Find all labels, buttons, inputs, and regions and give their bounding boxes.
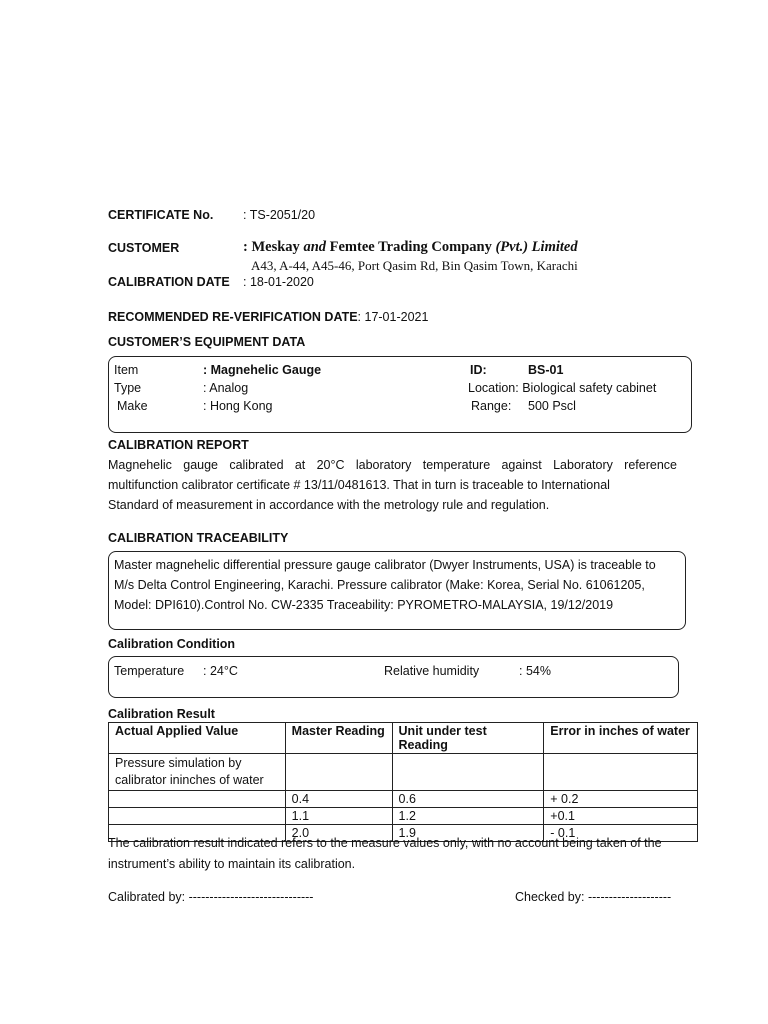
reverification-date [108, 310, 428, 324]
calibrated-by: Calibrated by: ------------------------------ [108, 890, 314, 904]
col-header-master: Master Reading [285, 723, 392, 754]
traceability-line3: Model: DPI610).Control No. CW-2335 Traceability: PYROMETRO-MALAYSIA, 19/12/2019 [114, 598, 614, 612]
customer-label: CUSTOMER [108, 241, 180, 255]
calibration-date-label: CALIBRATION DATE [108, 275, 230, 289]
make-label: Make [117, 399, 148, 413]
table-cell [109, 791, 286, 808]
table-cell: + 0.2 [544, 791, 698, 808]
table-cell: +0.1 [544, 808, 698, 825]
report-text [108, 455, 677, 515]
traceability-line2: M/s Delta Control Engineering, Karachi. Pressure calibrator (Make: Korea, Serial No. 61061205, [114, 578, 645, 592]
id-label: ID: [470, 363, 487, 377]
table-cell: 0.4 [285, 791, 392, 808]
customer-name [243, 239, 578, 256]
certificate-label: CERTIFICATE No. [108, 208, 214, 222]
item-label: Item [114, 363, 139, 377]
temperature-value: : 24°C [203, 664, 238, 678]
pressure-simulation-cell: Pressure simulation by calibrator ininches of water [109, 754, 286, 791]
humidity-value: : 54% [519, 664, 551, 678]
customer-colon: : [243, 239, 252, 255]
range-label: Range: [471, 399, 512, 413]
customer-name-part1: Meskay [251, 239, 304, 255]
reverification-label: RECOMMENDED RE-VERIFICATION DATE [108, 310, 358, 324]
customer-name-pvt: (Pvt.) Limited [495, 239, 578, 255]
item-value: : Magnehelic Gauge [203, 363, 322, 377]
table-cell: - 0.1 [544, 825, 698, 842]
customer-name-and: and [303, 239, 327, 255]
id-value: BS-01 [528, 363, 564, 377]
humidity-label: Relative humidity [384, 664, 480, 678]
result-header-row [109, 723, 698, 754]
table-cell [109, 808, 286, 825]
calibration-date-value: : 18-01-2020 [243, 275, 314, 289]
type-value: : Analog [203, 381, 249, 395]
table-cell [392, 754, 544, 791]
col-header-uut: Unit under test Reading [392, 723, 544, 754]
table-cell [544, 754, 698, 791]
range-value: 500 Pscl [528, 399, 576, 413]
table-row [109, 808, 698, 825]
report-line1: Magnehelic gauge calibrated at 20°C laboratory temperature against Laboratory reference multifunction calibrator certificate # 13/11/0481613. That in turn is traceable to International [108, 458, 677, 492]
location: Location: Biological safety cabinet [468, 381, 657, 395]
equipment-heading: CUSTOMER’S EQUIPMENT DATA [108, 335, 306, 349]
certificate-number: : TS-2051/20 [243, 208, 316, 222]
col-header-error: Error in inches of water [544, 723, 698, 754]
temperature-label: Temperature [114, 664, 185, 678]
note-line2: instrument’s ability to maintain its calibration. [108, 857, 356, 871]
traceability-line1: Master magnehelic differential pressure gauge calibrator (Dwyer Instruments, USA) is traceable to [114, 558, 656, 572]
make-value: : Hong Kong [203, 399, 273, 413]
result-heading: Calibration Result [108, 707, 215, 721]
table-cell: 1.1 [285, 808, 392, 825]
report-line2: Standard of measurement in accordance with the metrology rule and regulation. [108, 498, 550, 512]
traceability-heading: CALIBRATION TRACEABILITY [108, 531, 289, 545]
customer-name-part2: Femtee Trading Company [326, 239, 496, 255]
col-header-applied: Actual Applied Value [109, 723, 286, 754]
note-line1: The calibration result indicated refers to the measure values only, with no account being taken of the [108, 836, 662, 850]
report-heading: CALIBRATION REPORT [108, 438, 249, 452]
condition-heading: Calibration Condition [108, 637, 236, 651]
type-label: Type [114, 381, 142, 395]
customer-address: A43, A-44, A45-46, Port Qasim Rd, Bin Qasim Town, Karachi [251, 258, 578, 273]
table-cell: 0.6 [392, 791, 544, 808]
result-table [108, 722, 698, 842]
table-row [109, 791, 698, 808]
table-cell [285, 754, 392, 791]
reverification-value: : 17-01-2021 [357, 310, 429, 324]
table-cell: 2.0 [285, 825, 392, 842]
table-cell: 1.2 [392, 808, 544, 825]
table-row [109, 754, 698, 791]
checked-by: Checked by: -------------------- [515, 890, 672, 904]
table-cell: 1.9 [392, 825, 544, 842]
